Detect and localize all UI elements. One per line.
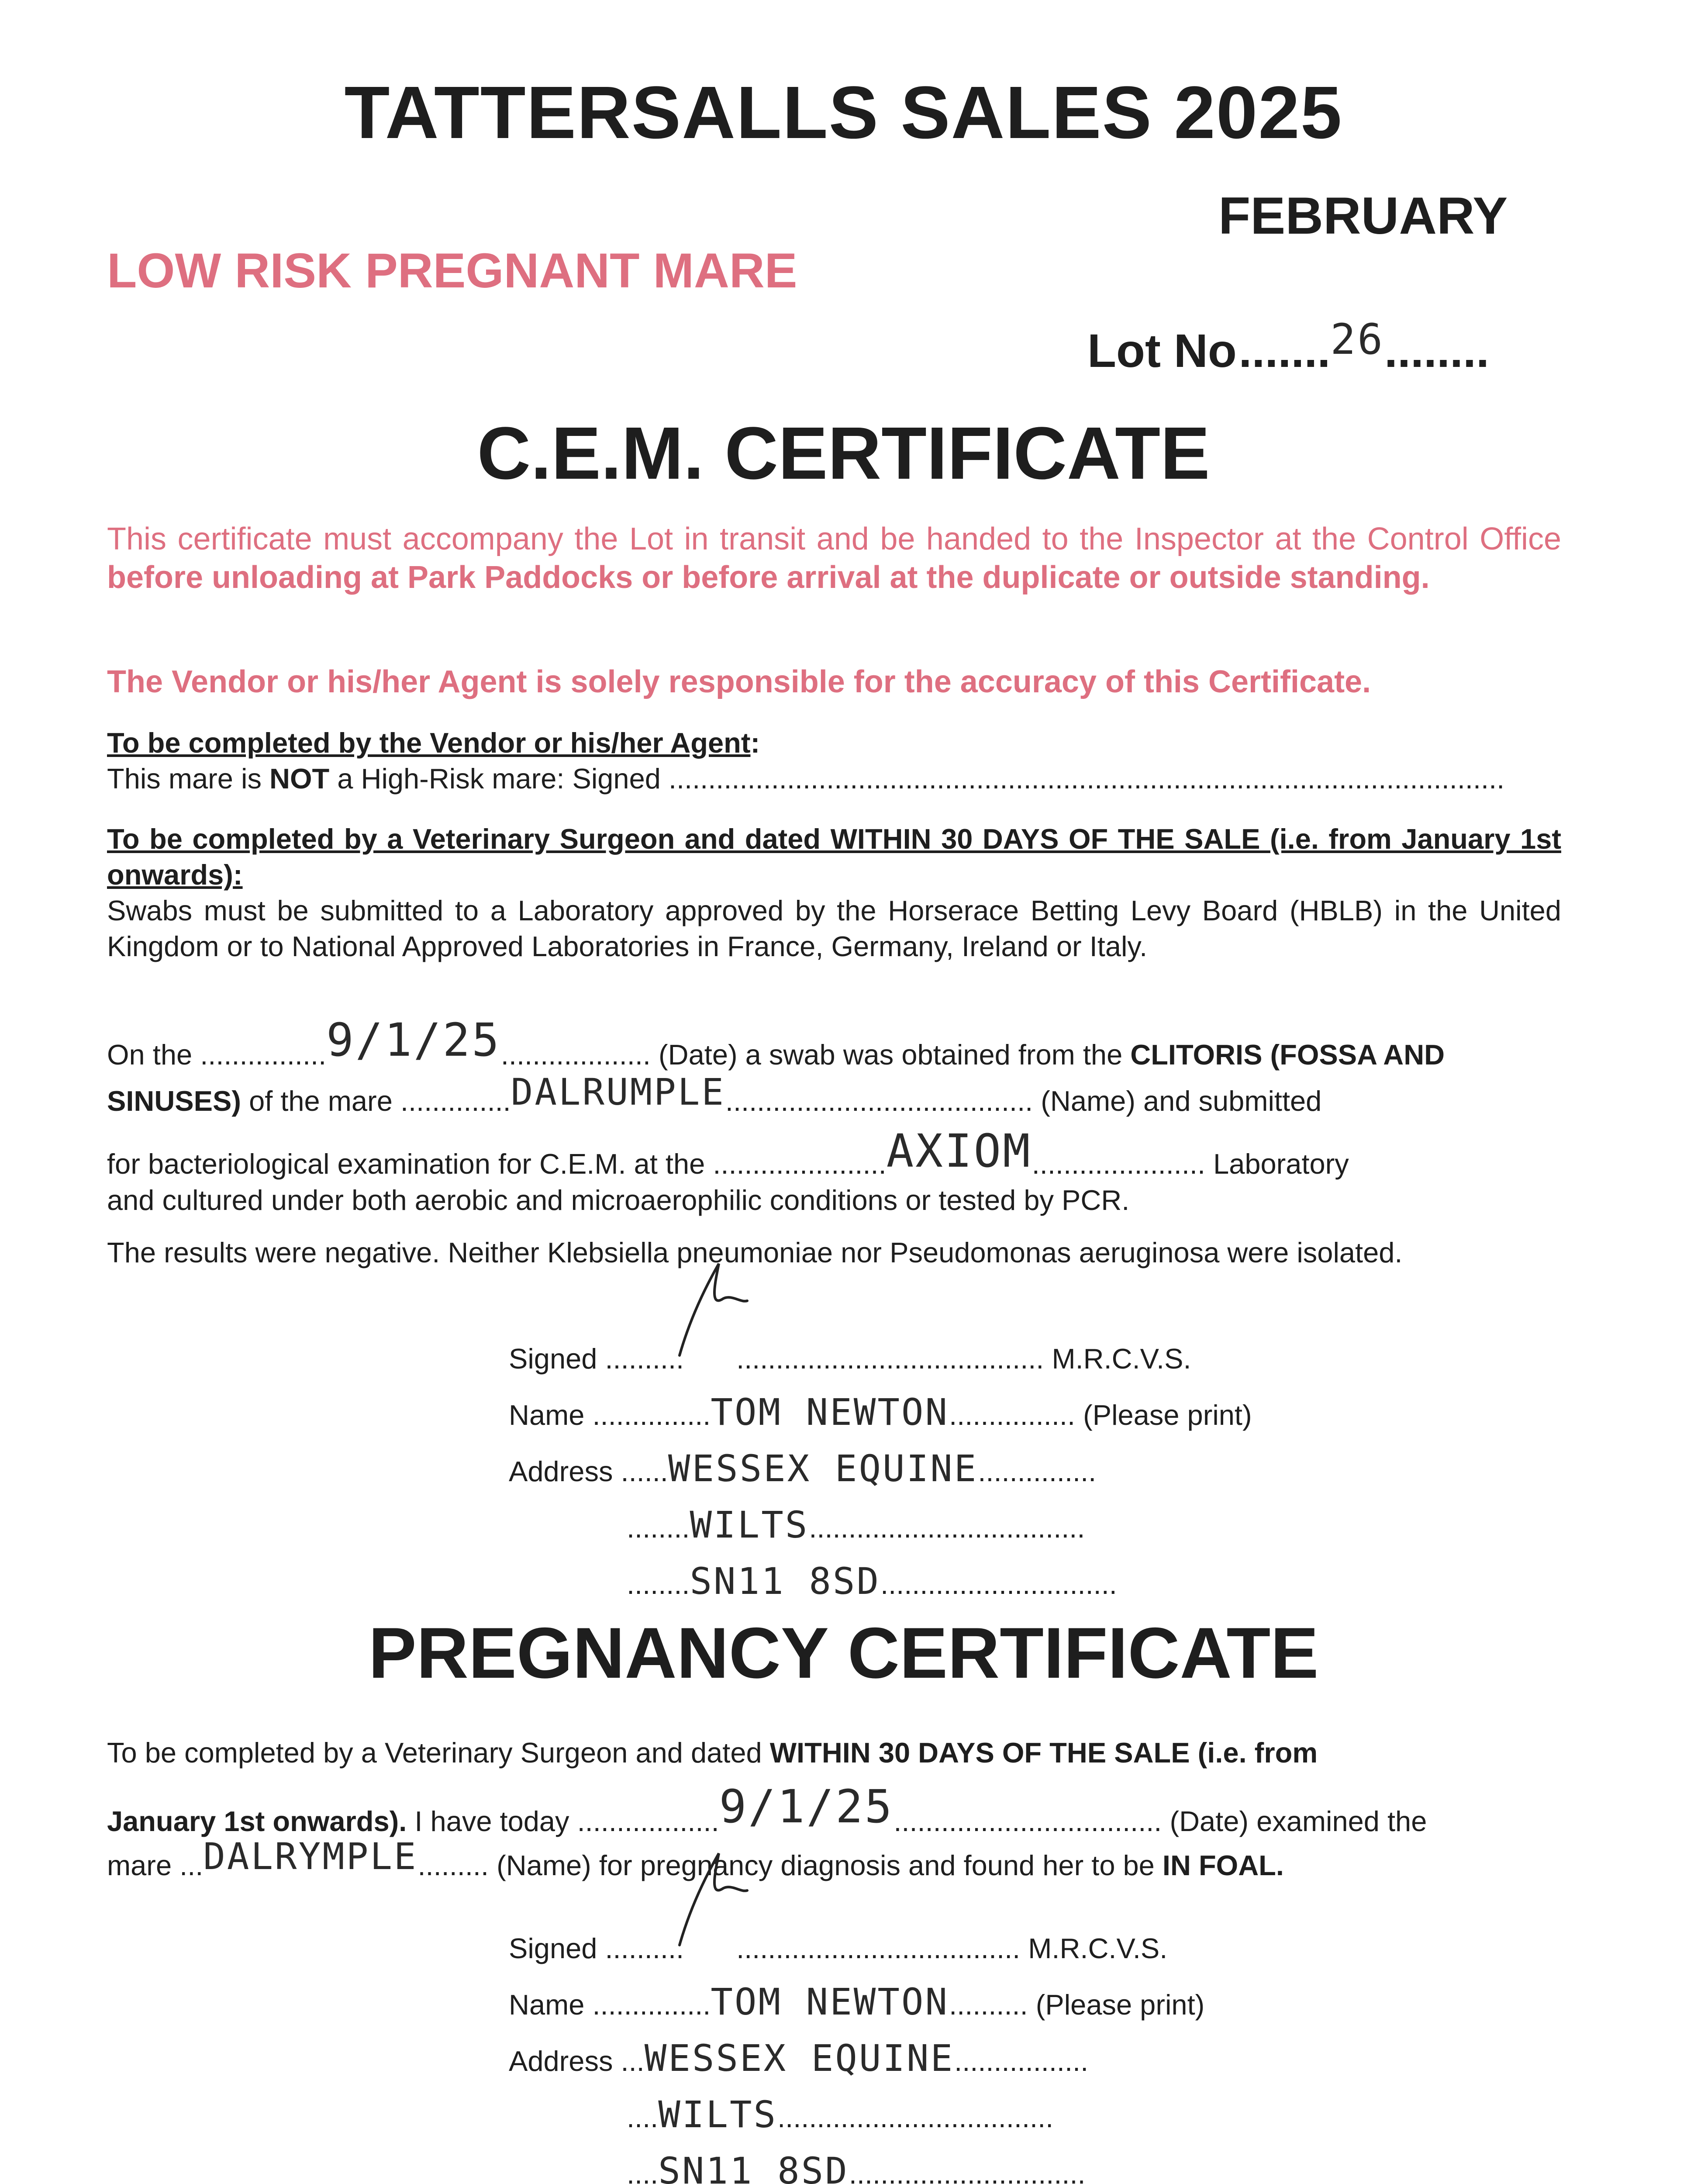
cem-signature <box>684 1342 736 1368</box>
cem-vet-name[interactable]: TOM NEWTON <box>711 1391 949 1434</box>
sale-month: FEBRUARY <box>1218 187 1508 245</box>
lot-value: 26 <box>1330 315 1384 364</box>
pregnancy-line-3: mare ...DALRYMPLE......... (Name) for pregnancy diagnosis and found her to be IN FOAL. <box>107 1835 1284 1881</box>
signature-scribble-icon <box>671 1259 749 1360</box>
cem-address-line-1[interactable]: WESSEX EQUINE <box>668 1447 978 1490</box>
lot-label: Lot No <box>1087 324 1237 377</box>
pregnancy-line-1: To be completed by a Veterinary Surgeon and dated WITHIN 30 DAYS OF THE SALE (i.e. from <box>107 1737 1318 1769</box>
vendor-signature-line[interactable]: .......................................................................................................... <box>668 763 1505 795</box>
pregnancy-address-line-1[interactable]: WESSEX EQUINE <box>644 2037 955 2080</box>
laboratory-line: for bacteriological examination for C.E.M. at the ......................AXIOM...................... Laboratory <box>107 1124 1349 1180</box>
pregnancy-line-2: January 1st onwards). I have today ..................9/1/25.................................. (Date) examined the <box>107 1780 1427 1837</box>
cem-mare-value[interactable]: DALRUMPLE <box>511 1071 725 1113</box>
swab-date-value[interactable]: 9/1/25 <box>326 1013 501 1067</box>
culture-line: and cultured under both aerobic and microaerophilic conditions or tested by PCR. <box>107 1184 1130 1216</box>
vet-section <box>107 821 1561 964</box>
swab-date-line: On the ................9/1/25................... (Date) a swab was obtained from the CLITORIS (FOSSA AND <box>107 1013 1445 1071</box>
cem-signature-block: Signed .......... ....................................... M.R.C.V.S. Name ...............TOM NEWTON................ (Please print) Address ......WESSEX EQUINE............... ........WILTS................................... ........SN11 8SD.............................. <box>509 1332 1382 1611</box>
vendor-heading: To be completed by the Vendor or his/her Agent <box>107 727 751 759</box>
cem-address-line-3[interactable]: SN11 8SD <box>690 1560 881 1603</box>
lot-number: Lot No .......26........ <box>1087 315 1490 377</box>
vendor-section: To be completed by the Vendor or his/her Agent: This mare is NOT a High-Risk mare: Signed .......................................................................................................... <box>107 727 1505 795</box>
cem-title: C.E.M. CERTIFICATE <box>477 412 1210 495</box>
pregnancy-mare-value[interactable]: DALRYMPLE <box>203 1835 418 1878</box>
pregnancy-signature <box>684 1932 736 1958</box>
sales-title: TATTERSALLS SALES 2025 <box>344 71 1343 154</box>
swab-lab-note: Swabs must be submitted to a Laboratory approved by the Horserace Betting Levy Board (HBLB) in the United Kingdom or to National Approved Laboratories in France, Germany, Ireland or Italy. <box>107 895 1561 962</box>
pregnancy-signature-block: Signed .......... .................................... M.R.C.V.S. Name ...............TOM NEWTON.......... (Please print) Address ...WESSEX EQUINE................. ....WILTS................................... ....SN11 8SD.............................. <box>509 1922 1382 2184</box>
pregnancy-date-value[interactable]: 9/1/25 <box>719 1780 894 1833</box>
transit-notice: This certificate must accompany the Lot in transit and be handed to the Inspector at the Control Office before unloading at Park Paddocks or before arrival at the duplicate or outside standing. <box>107 522 1561 595</box>
signature-scribble-icon <box>671 1849 749 1949</box>
lab-value[interactable]: AXIOM <box>886 1124 1032 1178</box>
pregnancy-vet-name[interactable]: TOM NEWTON <box>711 1980 949 2023</box>
pregnancy-address-line-2[interactable]: WILTS <box>658 2093 778 2136</box>
mare-name-line: SINUSES) of the mare ..............DALRUMPLE....................................... (Name) and submitted <box>107 1071 1322 1117</box>
pregnancy-title: PREGNANCY CERTIFICATE <box>368 1613 1319 1693</box>
vet-heading: To be completed by a Veterinary Surgeon and dated WITHIN 30 DAYS OF THE SALE (i.e. from January 1st onwards): <box>107 823 1561 891</box>
results-line: The results were negative. Neither Klebsiella pneumoniae nor Pseudomonas aeruginosa were isolated. <box>107 1237 1403 1268</box>
vendor-responsibility-notice: The Vendor or his/her Agent is solely responsible for the accuracy of this Certificate. <box>107 664 1371 699</box>
cem-address-line-2[interactable]: WILTS <box>690 1503 809 1546</box>
mare-category: LOW RISK PREGNANT MARE <box>107 243 797 298</box>
pregnancy-address-line-3[interactable]: SN11 8SD <box>658 2149 849 2184</box>
